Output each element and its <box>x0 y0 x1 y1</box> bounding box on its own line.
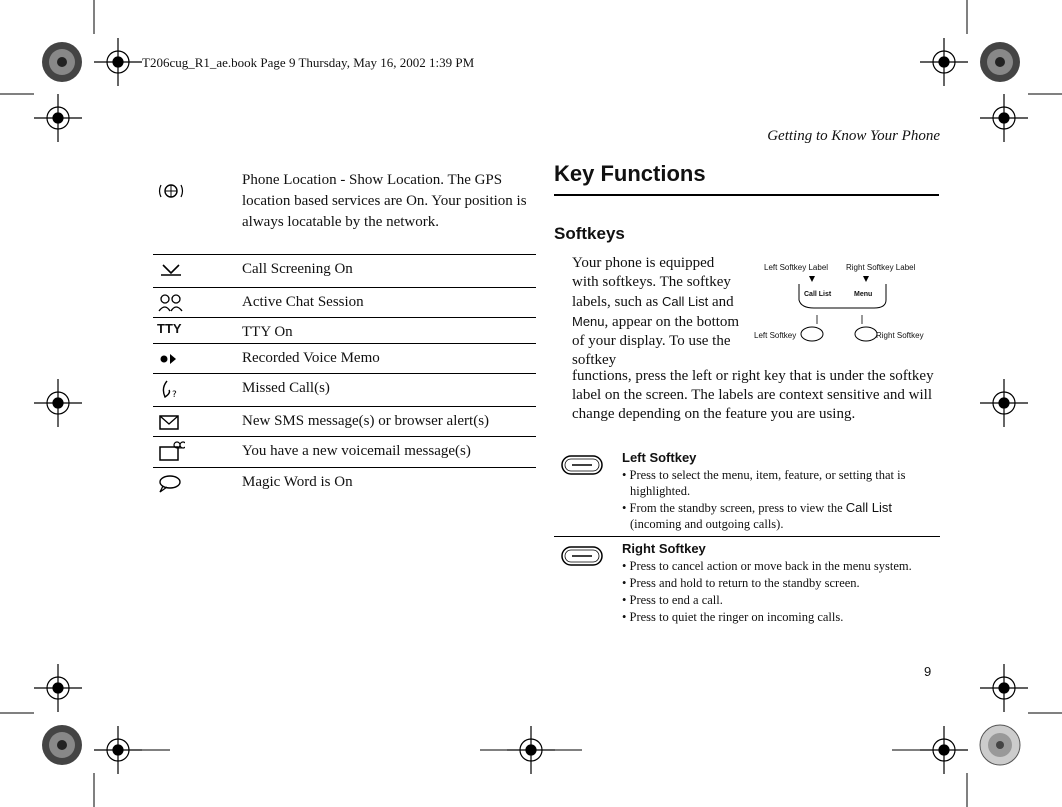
divider <box>554 194 939 196</box>
key-bullet: • Press to cancel action or move back in the menu system. <box>622 559 912 573</box>
running-title: Getting to Know Your Phone <box>767 128 940 144</box>
table-row <box>153 318 536 344</box>
chat-session-icon <box>157 292 185 314</box>
menu-term: Menu <box>572 314 605 329</box>
key-function-table <box>554 446 940 632</box>
tty-icon: TTY <box>157 321 182 336</box>
screen-label-right: Menu <box>854 291 873 298</box>
magic-word-icon <box>157 473 185 495</box>
table-row <box>153 344 536 374</box>
call-list-term: Call List <box>661 294 709 309</box>
call-list-term: Call List <box>845 500 893 515</box>
table-row-text: Magic Word is On <box>242 474 353 490</box>
softkey-diagram <box>754 260 934 346</box>
voice-memo-icon <box>157 348 185 370</box>
call-screening-icon <box>157 259 185 281</box>
file-info: T206cug_R1_ae.book Page 9 Thursday, May 16, 2002 1:39 PM <box>142 55 475 70</box>
table-row <box>153 407 536 437</box>
voicemail-icon <box>157 440 185 462</box>
status-icon-table <box>153 166 536 498</box>
intro-paragraph: Your phone is equipped with softkeys. The softkey labels, such as Call List and Menu, appear on the bottom of your display. To use the softkey <box>572 255 740 368</box>
svg-text:?: ? <box>172 390 177 400</box>
envelope-icon <box>157 412 185 434</box>
right-softkey-icon <box>560 545 604 567</box>
table-row <box>153 437 536 468</box>
page-number: 9 <box>924 664 932 679</box>
table-row <box>153 468 536 498</box>
left-softkey-caption: Left Softkey <box>754 331 797 340</box>
left-softkey-label: Left Softkey Label <box>764 263 829 272</box>
table-row-text: Phone Location - Show Location. The GPS location based services are On. Your position is always locatable by the network. <box>242 172 527 230</box>
key-bullet: • Press and hold to return to the standby screen. <box>622 576 860 590</box>
key-bullet: • From the standby screen, press to view the Call List (incoming and outgoing calls). <box>622 500 893 531</box>
left-softkey-icon <box>560 454 604 476</box>
missed-call-icon <box>157 378 185 400</box>
table-row-text: New SMS message(s) or browser alert(s) <box>242 413 490 429</box>
right-softkey-label: Right Softkey Label <box>846 263 916 272</box>
key-row-left-softkey <box>554 446 940 537</box>
table-row <box>153 255 536 288</box>
key-bullet: • Press to end a call. <box>622 593 723 607</box>
intro-paragraph-continued: functions, press the left or right key that is under the softkey label on the screen. The labels are context sensitive and will change depending on the feature you are using. <box>572 368 934 422</box>
right-softkey-caption: Right Softkey <box>876 331 924 340</box>
gps-location-icon <box>157 180 185 202</box>
section-subtitle: Softkeys <box>554 224 625 243</box>
key-bullet: • Press to select the menu, item, feature, or setting that is highlighted. <box>622 468 906 498</box>
table-row <box>153 288 536 318</box>
table-row-text: Recorded Voice Memo <box>242 350 380 366</box>
table-row <box>153 374 536 407</box>
key-row-right-softkey <box>554 537 940 632</box>
table-row-text: You have a new voicemail message(s) <box>242 443 471 459</box>
table-row-text: Active Chat Session <box>242 294 364 310</box>
section-title: Key Functions <box>554 161 706 186</box>
table-row-text: Call Screening On <box>242 261 353 277</box>
key-title: Left Softkey <box>622 450 697 465</box>
screen-label-left: Call List <box>804 291 832 298</box>
key-bullet: • Press to quiet the ringer on incoming calls. <box>622 610 844 624</box>
table-row <box>153 166 536 255</box>
table-row-text: TTY On <box>242 324 293 340</box>
table-row-text: Missed Call(s) <box>242 380 330 396</box>
key-title: Right Softkey <box>622 541 706 556</box>
